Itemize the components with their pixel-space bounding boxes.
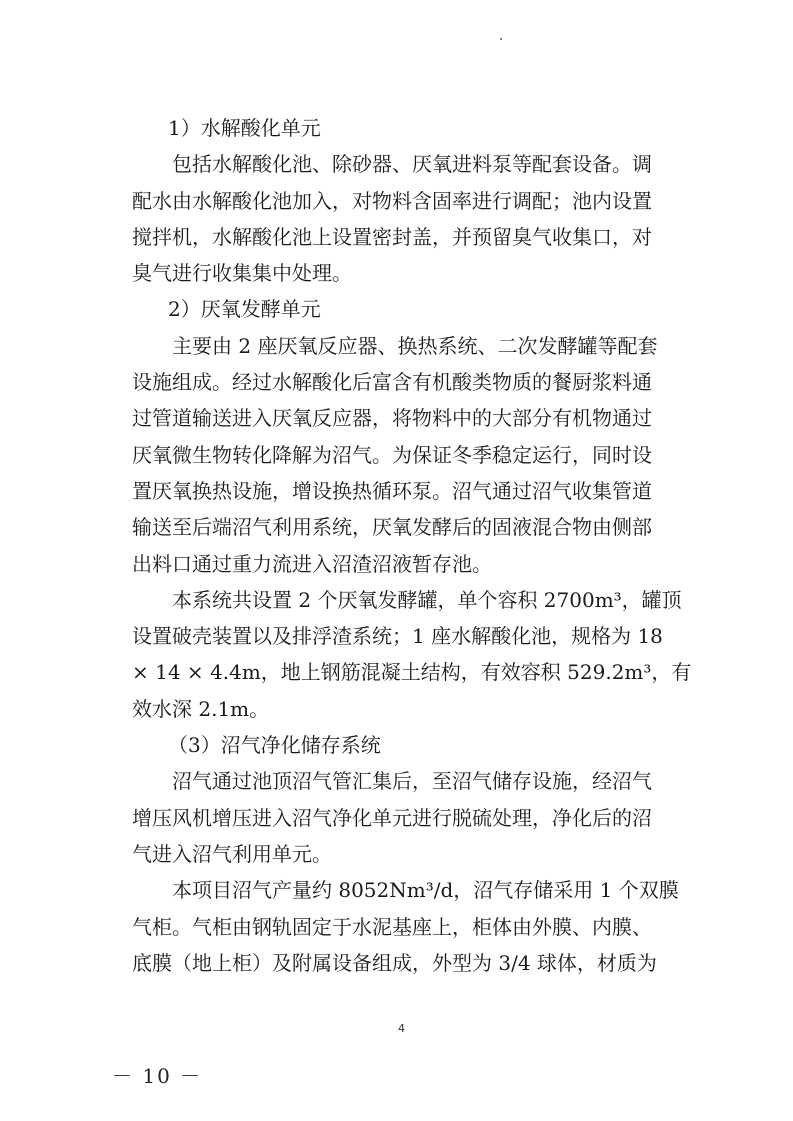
paragraph-line: 搅拌机，水解酸化池上设置密封盖，并预留臭气收集口，对 — [132, 224, 652, 249]
paragraph-line: 设置破壳装置以及排浮渣系统；1 座水解酸化池，规格为 18 — [132, 624, 663, 649]
paragraph-line: 底膜（地上柜）及附属设备组成，外型为 3/4 球体，材质为 — [132, 950, 657, 975]
paragraph — [132, 872, 679, 981]
section-heading: 1）水解酸化单元 — [168, 116, 321, 140]
paragraph-line: 沼气通过池顶沼气管汇集后，至沼气储存设施，经沼气 — [172, 769, 652, 794]
paragraph-line: 输送至后端沼气利用系统，厌氧发酵后的固液混合物由侧部 — [132, 515, 652, 540]
paragraph-line: 主要由 2 座厌氧反应器、换热系统、二次发酵罐等配套 — [172, 333, 658, 358]
paragraph — [132, 146, 672, 291]
paragraph-line: 臭气进行收集集中处理。 — [132, 261, 352, 286]
paragraph-line: 效水深 2.1m。 — [132, 696, 270, 721]
paragraph — [132, 763, 672, 872]
paragraph-line: 气柜。气柜由钢轨固定于水泥基座上，柜体由外膜、内膜、 — [132, 914, 652, 939]
paragraph-line: 气进入沼气利用单元。 — [132, 841, 332, 866]
body-text — [132, 110, 692, 981]
section-heading: （3）沼气净化储存系统 — [168, 733, 381, 758]
paragraph-line: 配水由水解酸化池加入，对物料含固率进行调配；池内设置 — [132, 188, 652, 213]
paragraph — [132, 328, 672, 582]
page-number: － 10 － — [112, 1064, 203, 1088]
scan-speck — [500, 38, 502, 40]
paragraph-line: 出料口通过重力流进入沼渣沼液暂存池。 — [132, 551, 492, 576]
paragraph-line: 厌氧微生物转化降解为沼气。为保证冬季稳定运行，同时设 — [132, 442, 652, 467]
paragraph-line: 本项目沼气产量约 8052Nm³/d，沼气存储采用 1 个双膜 — [172, 878, 679, 903]
paragraph-line: 设施组成。经过水解酸化后富含有机酸类物质的餐厨浆料通 — [132, 370, 652, 395]
paragraph-line: 本系统共设置 2 个厌氧发酵罐，单个容积 2700m³，罐顶 — [172, 587, 682, 612]
paragraph-line: 过管道输送进入厌氧反应器，将物料中的大部分有机物通过 — [132, 406, 652, 431]
paragraph-line: × 14 × 4.4m，地上钢筋混凝土结构，有效容积 529.2m³，有 — [132, 660, 692, 685]
paragraph-line: 增压风机增压进入沼气净化单元进行脱硫处理，净化后的沼 — [132, 805, 652, 830]
paragraph — [132, 582, 692, 727]
paragraph-line: 包括水解酸化池、除砂器、厌氧进料泵等配套设备。调 — [172, 152, 652, 177]
page-mark: 4 — [398, 1022, 405, 1035]
paragraph-line: 置厌氧换热设施，增设换热循环泵。沼气通过沼气收集管道 — [132, 478, 652, 503]
section-heading: 2）厌氧发酵单元 — [168, 297, 321, 322]
